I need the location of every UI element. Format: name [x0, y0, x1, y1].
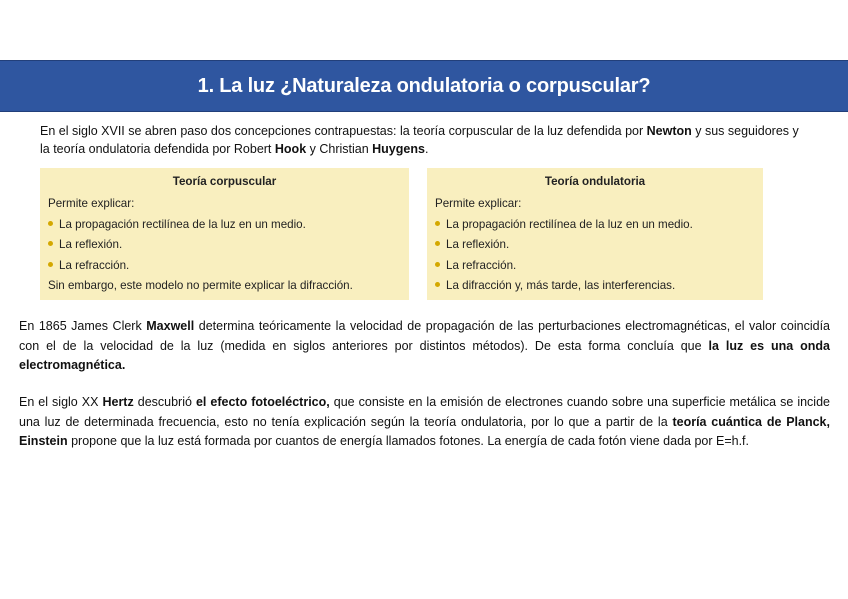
p2-text-4: propone que la luz está formada por cuantos de energía llamados fotones. La energía de cada fotón viene dada por E=h.f.	[67, 434, 749, 448]
corpuscular-footer: Sin embargo, este modelo no permite explicar la difracción.	[48, 279, 353, 292]
list-item	[435, 256, 755, 277]
maxwell-paragraph	[19, 317, 830, 376]
intro-hook: Hook	[274, 142, 307, 156]
bullet-icon	[435, 282, 440, 287]
wave-theory-box	[427, 168, 763, 300]
intro-text-2: y sus seguidores y la teoría ondulatoria defendida por Robert	[40, 124, 799, 156]
intro-text-3: y Christian	[306, 142, 373, 156]
corpuscular-theory-box	[40, 168, 409, 300]
intro-paragraph	[40, 122, 810, 158]
list-item-text: La difracción y, más tarde, las interferencias.	[446, 279, 676, 292]
p1-text-1: En 1865 James Clerk	[19, 319, 147, 333]
p1-conclusion: la luz es una onda electromagnética.	[19, 338, 830, 372]
p2-text-2: descubrió	[133, 395, 196, 409]
bullet-icon	[435, 221, 440, 226]
corpuscular-title: Teoría corpuscular	[172, 175, 277, 188]
list-item-text: La refracción.	[446, 258, 517, 272]
title-banner	[0, 60, 848, 112]
bullet-icon	[435, 241, 440, 246]
bullet-icon	[48, 241, 53, 246]
intro-newton: Newton	[646, 124, 692, 138]
list-item	[48, 256, 401, 277]
list-item-text: La propagación rectilínea de la luz en un medio.	[59, 217, 306, 231]
list-item	[48, 235, 401, 256]
p1-text-2: determina teóricamente la velocidad de propagación de las perturbaciones electromagnéticas, el valor coincidía con el de la velocidad de la luz (medida en siglos anteriores por distintos métodos). De esta forma concluía que	[19, 319, 830, 353]
intro-text-4: .	[424, 142, 429, 156]
corpuscular-intro: Permite explicar:	[48, 197, 135, 210]
list-item	[435, 276, 755, 297]
list-item	[435, 215, 755, 236]
list-item-text: La reflexión.	[59, 238, 123, 251]
p2-photoelectric: el efecto fotoeléctrico,	[195, 395, 330, 409]
bullet-icon	[48, 262, 53, 267]
p2-text-3: que consiste en la emisión de electrones cuando sobre una superficie metálica se incide una luz de determinada frecuencia, esto no tenía explicación según la teoría ondulatoria, por lo que a partir de la	[19, 395, 830, 429]
intro-huygens: Huygens	[372, 142, 425, 156]
list-item-text: La refracción.	[59, 258, 130, 272]
p1-maxwell: Maxwell	[146, 319, 195, 333]
bullet-icon	[435, 262, 440, 267]
p2-quantum-theory: teoría cuántica de Planck, Einstein	[19, 414, 830, 448]
p2-text-1: En el siglo XX	[19, 395, 103, 409]
list-item	[48, 215, 401, 236]
list-item-text: La reflexión.	[446, 238, 510, 251]
ondulatoria-title: Teoría ondulatoria	[544, 175, 646, 188]
intro-text-1: En el siglo XVII se abren paso dos concepciones contrapuestas: la teoría corpuscular de la luz defendida por	[40, 124, 647, 138]
page-title: 1. La luz ¿Naturaleza ondulatoria o corpuscular?	[197, 74, 651, 97]
photoelectric-paragraph	[19, 393, 830, 452]
ondulatoria-intro: Permite explicar:	[435, 197, 522, 210]
list-item	[435, 235, 755, 256]
p2-hertz: Hertz	[102, 395, 134, 409]
list-item-text: La propagación rectilínea de la luz en un medio.	[446, 217, 693, 231]
bullet-icon	[48, 221, 53, 226]
